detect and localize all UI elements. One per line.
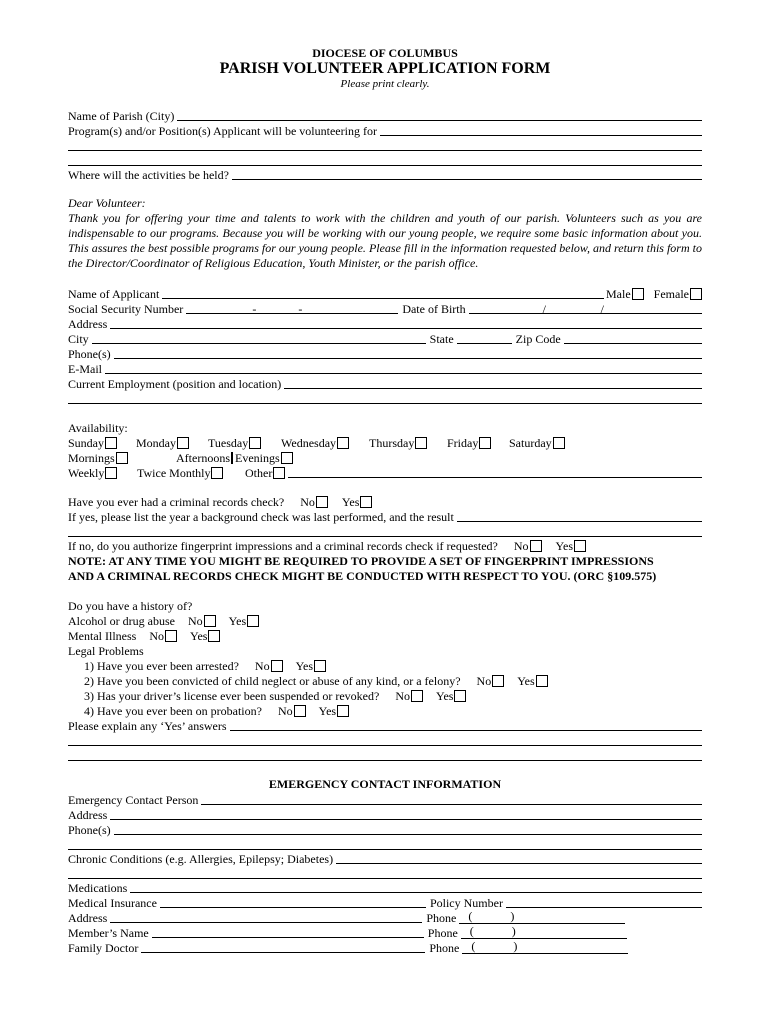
phone-paren: ( (469, 924, 474, 938)
doctor-phone-label: Phone (429, 941, 460, 955)
address-label: Address (68, 317, 108, 331)
thursday-checkbox[interactable] (415, 437, 427, 449)
chronic-field (68, 851, 702, 866)
availability-label: Availability: (68, 421, 128, 435)
convicted-yes-checkbox[interactable] (536, 675, 548, 687)
phones-input[interactable] (114, 347, 702, 359)
background-result-line[interactable] (68, 536, 702, 537)
female-checkbox[interactable] (690, 288, 702, 300)
doctor-label: Family Doctor (68, 941, 139, 955)
explain-input[interactable] (230, 719, 702, 731)
emergency-heading: EMERGENCY CONTACT INFORMATION (268, 777, 502, 791)
license-yes-checkbox[interactable] (454, 690, 466, 702)
arrested-no-checkbox[interactable] (271, 660, 283, 672)
email-field (68, 361, 702, 376)
yes-label: Yes (228, 614, 247, 628)
dob-input[interactable] (469, 302, 702, 314)
phone-paren: ) (510, 909, 515, 923)
doctor-phone-input[interactable] (462, 940, 628, 954)
mental-yes-checkbox[interactable] (208, 630, 220, 642)
weekly-label: Weekly (68, 466, 105, 480)
insurance-label: Medical Insurance (68, 896, 157, 910)
applicant-name-field (68, 286, 702, 301)
phone-paren: ( (471, 939, 476, 953)
city-input[interactable] (92, 332, 426, 344)
insurance-address-label: Address (68, 911, 108, 925)
arrested-question (84, 658, 702, 673)
no-label: No (254, 659, 270, 673)
fingerprint-question (68, 538, 702, 553)
dob-label: Date of Birth (402, 302, 466, 316)
applicant-name-label: Name of Applicant (68, 287, 160, 301)
letter-body: Thank you for offering your time and talents to work with the children and youth of our parish. Volunteers such as you are indispensable to our programs. Because you will be working with our young people, we require some basic information about you. This assures the best possible programs for our young people. Please fill in the information requested below, and return this form to the Director/Coordinator of Religious Education, Youth Minister, or the parish office. (68, 211, 702, 270)
emergency-person-label: Emergency Contact Person (68, 793, 199, 807)
zip-input[interactable] (564, 332, 702, 344)
positions-line-2[interactable] (68, 150, 702, 151)
convicted-label: 2) Have you been convicted of child neglect or abuse of any kind, or a felony? (84, 674, 461, 688)
phone-paren: ) (513, 939, 518, 953)
diocese-name: DIOCESE OF COLUMBUS (312, 46, 458, 60)
legal-heading (68, 643, 702, 658)
mental-label: Mental Illness (68, 629, 137, 643)
ssn-input[interactable] (186, 302, 398, 314)
availability-frequency (68, 465, 702, 480)
afternoons-checkbox[interactable] (231, 452, 233, 464)
address-field (68, 316, 702, 331)
explain-line-3[interactable] (68, 760, 702, 761)
yes-label: Yes (436, 689, 454, 703)
phones-label: Phone(s) (68, 347, 111, 361)
state-label: State (429, 332, 454, 346)
doctor-field (68, 940, 702, 955)
female-label: Female (653, 287, 689, 301)
convicted-no-checkbox[interactable] (492, 675, 504, 687)
phone-paren: ( (468, 909, 473, 923)
location-field (68, 167, 702, 182)
fingerprint-no-checkbox[interactable] (530, 540, 542, 552)
emergency-person-field (68, 792, 702, 807)
address-input[interactable] (110, 317, 702, 329)
twice-monthly-checkbox[interactable] (211, 467, 223, 479)
email-input[interactable] (105, 362, 702, 374)
records-check-label: Have you ever had a criminal records check? (68, 495, 285, 509)
yes-label: Yes (341, 495, 360, 509)
male-checkbox[interactable] (632, 288, 644, 300)
tuesday-checkbox[interactable] (249, 437, 261, 449)
insurance-input[interactable] (160, 896, 426, 908)
chronic-label: Chronic Conditions (e.g. Allergies, Epilepsy; Diabetes) (68, 852, 334, 866)
yes-label: Yes (517, 674, 535, 688)
no-label: No (149, 629, 164, 643)
no-label: No (277, 704, 293, 718)
parish-label: Name of Parish (City) (68, 109, 175, 123)
no-label: No (300, 495, 315, 509)
parish-field (68, 108, 702, 123)
state-input[interactable] (457, 332, 512, 344)
probation-yes-checkbox[interactable] (337, 705, 349, 717)
medications-input[interactable] (130, 881, 702, 893)
positions-input[interactable] (380, 124, 702, 136)
fingerprint-label: If no, do you authorize fingerprint impressions and a criminal records check if requested? (68, 539, 498, 553)
alcohol-label: Alcohol or drug abuse (68, 614, 175, 628)
availability-days (68, 435, 702, 450)
dob-separator: / (542, 302, 546, 316)
evenings-label: Evenings (235, 451, 280, 465)
medications-field (68, 880, 702, 895)
chronic-line-2[interactable] (68, 878, 702, 879)
afternoons-label: Afternoons (176, 451, 230, 465)
probation-question (84, 703, 702, 718)
mental-no-checkbox[interactable] (165, 630, 177, 642)
fingerprint-note (68, 553, 702, 568)
employment-field (68, 376, 702, 391)
other-label: Other (245, 466, 273, 480)
license-no-checkbox[interactable] (411, 690, 423, 702)
insurance-phone-label: Phone (426, 911, 457, 925)
probation-label: 4) Have you ever been on probation? (84, 704, 262, 718)
wednesday-label: Wednesday (281, 436, 337, 450)
no-label: No (476, 674, 492, 688)
ssn-dob-field (68, 301, 702, 316)
member-phone-label: Phone (427, 926, 458, 940)
chronic-input[interactable] (336, 852, 702, 864)
member-phone-input[interactable] (461, 925, 627, 939)
yes-label: Yes (555, 539, 573, 553)
alcohol-question (68, 613, 702, 628)
alcohol-yes-checkbox[interactable] (247, 615, 259, 627)
employment-input[interactable] (284, 377, 702, 389)
background-year-input[interactable] (457, 510, 702, 522)
positions-label: Program(s) and/or Position(s) Applicant will be volunteering for (68, 124, 377, 138)
insurance-address-field (68, 910, 702, 925)
member-field (68, 925, 702, 940)
note-line-1: NOTE: AT ANY TIME YOU MIGHT BE REQUIRED TO PROVIDE A SET OF FINGERPRINT IMPRESSIONS (68, 554, 654, 568)
evenings-checkbox[interactable] (281, 452, 293, 464)
applicant-name-input[interactable] (162, 287, 604, 299)
page-title: PARISH VOLUNTEER APPLICATION FORM (219, 60, 551, 77)
fingerprint-yes-checkbox[interactable] (574, 540, 586, 552)
parish-input[interactable] (177, 109, 702, 121)
history-heading (68, 598, 702, 613)
medications-label: Medications (68, 881, 128, 895)
positions-line-3[interactable] (68, 165, 702, 166)
dob-separator: / (600, 302, 604, 316)
positions-field (68, 123, 702, 138)
other-input[interactable] (288, 466, 702, 478)
no-label: No (513, 539, 529, 553)
zip-label: Zip Code (515, 332, 561, 346)
weekly-checkbox[interactable] (105, 467, 117, 479)
location-input[interactable] (232, 168, 702, 180)
license-question (84, 688, 702, 703)
ssn-separator: - (298, 302, 303, 316)
friday-label: Friday (447, 436, 479, 450)
legal-label: Legal Problems (68, 644, 144, 658)
alcohol-no-checkbox[interactable] (204, 615, 216, 627)
background-year-field (68, 509, 702, 524)
city-state-zip-field (68, 331, 702, 346)
employment-line-2[interactable] (68, 403, 702, 404)
arrested-yes-checkbox[interactable] (314, 660, 326, 672)
tuesday-label: Tuesday (208, 436, 249, 450)
ssn-separator: - (252, 302, 257, 316)
background-year-label: If yes, please list the year a background check was last performed, and the result (68, 510, 454, 524)
sunday-checkbox[interactable] (105, 437, 117, 449)
insurance-field (68, 895, 702, 910)
twice-monthly-label: Twice Monthly (137, 466, 211, 480)
letter-salutation: Dear Volunteer: (68, 196, 146, 210)
probation-no-checkbox[interactable] (294, 705, 306, 717)
member-input[interactable] (152, 926, 424, 938)
yes-label: Yes (190, 629, 208, 643)
emergency-phones-field (68, 822, 702, 837)
male-label: Male (606, 287, 631, 301)
note-line-2: AND A CRIMINAL RECORDS CHECK MIGHT BE CONDUCTED WITH RESPECT TO YOU. (ORC §109.575) (68, 569, 657, 583)
phone-paren: ) (511, 924, 516, 938)
city-label: City (68, 332, 89, 346)
policy-input[interactable] (506, 896, 702, 908)
fingerprint-note (68, 568, 702, 583)
employment-label: Current Employment (position and location) (68, 377, 282, 391)
yes-label: Yes (318, 704, 337, 718)
emergency-phones-input[interactable] (114, 823, 702, 835)
mornings-label: Mornings (68, 451, 115, 465)
friday-checkbox[interactable] (479, 437, 491, 449)
email-label: E-Mail (68, 362, 102, 376)
mental-question (68, 628, 702, 643)
sunday-label: Sunday (68, 436, 104, 450)
explain-label: Please explain any ‘Yes’ answers (68, 719, 227, 733)
member-label: Member’s Name (68, 926, 149, 940)
saturday-checkbox[interactable] (553, 437, 565, 449)
records-check-no-checkbox[interactable] (316, 496, 328, 508)
no-label: No (395, 689, 411, 703)
saturday-label: Saturday (509, 436, 552, 450)
thursday-label: Thursday (369, 436, 415, 450)
other-checkbox[interactable] (273, 467, 285, 479)
location-label: Where will the activities be held? (68, 168, 229, 182)
availability-heading (68, 420, 702, 435)
ssn-label: Social Security Number (68, 302, 184, 316)
license-label: 3) Has your driver’s license ever been suspended or revoked? (84, 689, 380, 703)
convicted-question (84, 673, 702, 688)
explain-line-2[interactable] (68, 745, 702, 746)
insurance-address-input[interactable] (110, 911, 422, 923)
monday-checkbox[interactable] (177, 437, 189, 449)
availability-times (68, 450, 702, 465)
emergency-phones-label: Phone(s) (68, 823, 111, 837)
arrested-label: 1) Have you ever been arrested? (84, 659, 239, 673)
insurance-phone-input[interactable] (459, 910, 625, 924)
phones-field (68, 346, 702, 361)
emergency-address-label: Address (68, 808, 108, 822)
mornings-checkbox[interactable] (116, 452, 128, 464)
records-check-yes-checkbox[interactable] (360, 496, 372, 508)
history-label: Do you have a history of? (68, 599, 193, 613)
policy-label: Policy Number (429, 896, 503, 910)
page-subtitle: Please print clearly. (340, 78, 430, 90)
emergency-address-input[interactable] (110, 808, 702, 820)
doctor-input[interactable] (141, 941, 425, 953)
yes-label: Yes (295, 659, 314, 673)
emergency-phones-line-2[interactable] (68, 849, 702, 850)
emergency-person-input[interactable] (201, 793, 702, 805)
records-check-question (68, 494, 702, 509)
explain-field (68, 718, 702, 733)
no-label: No (187, 614, 203, 628)
monday-label: Monday (136, 436, 176, 450)
emergency-address-field (68, 807, 702, 822)
wednesday-checkbox[interactable] (337, 437, 349, 449)
